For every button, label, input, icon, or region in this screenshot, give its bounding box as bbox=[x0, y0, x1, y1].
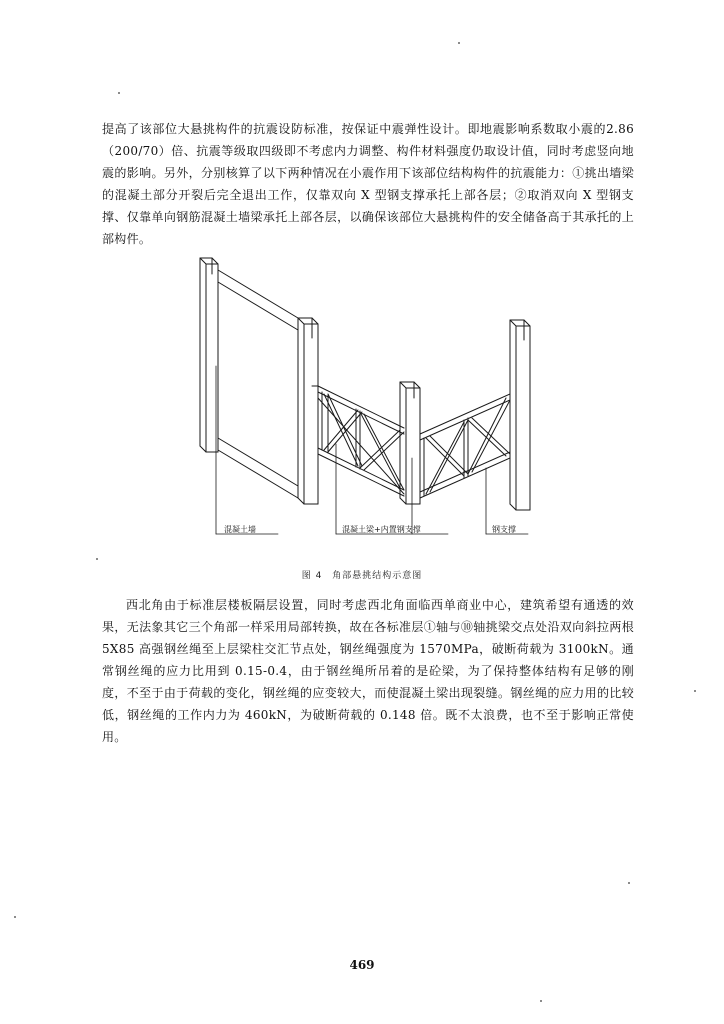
label-beam-with-brace: 混凝土梁+内置钢支撑 bbox=[342, 525, 421, 534]
cantilever-structure-drawing bbox=[180, 248, 550, 546]
steel-brace-drawing bbox=[420, 394, 510, 498]
corner-cantilever-figure bbox=[180, 248, 550, 546]
body-paragraph-1: 提高了该部位大悬挑构件的抗震设防标准，按保证中震弹性设计。即地震影响系数取小震的2.86（200/70）倍、抗震等级取四级即不考虑内力调整、构件材料强度仍取设计值，同时考虑竖向地震的影响。另外，分别核算了以下两种情况在小震作用下该部位结构构件的抗震能力：①挑出墙梁的混凝土部分开裂后完全退出工作，仅靠双向 X 型钢支撑承托上部各层；②取消双向 X 型钢支撑、仅靠单向钢筋混凝土墙梁承托上部各层，以确保该部位大悬挑构件的安全储备高于其承托的上部构件。 bbox=[102, 122, 634, 246]
leader-lines bbox=[216, 366, 528, 534]
scan-speck bbox=[628, 882, 630, 884]
concrete-wall-drawing bbox=[200, 258, 318, 504]
scan-speck bbox=[458, 42, 460, 44]
figure-caption: 图 4 角部悬挑结构示意图 bbox=[301, 571, 423, 581]
right-column-drawing bbox=[510, 320, 530, 510]
scan-speck bbox=[540, 1000, 542, 1002]
scan-speck bbox=[694, 690, 696, 692]
beam-with-brace-drawing bbox=[312, 386, 404, 496]
scan-speck bbox=[118, 92, 120, 94]
label-concrete-wall: 混凝土墙 bbox=[224, 525, 256, 534]
body-paragraph-2: 西北角由于标准层楼板隔层设置，同时考虑西北角面临西单商业中心，建筑希望有通透的效果，无法象其它三个角部一样采用局部转换，故在各标准层①轴与⑩轴挑梁交点处沿双向斜拉两根 5X85 高强钢丝绳至上层梁柱交汇节点处，钢丝绳强度为 1570MPa，破断荷载为 3100kN。通常钢丝绳的应力比用到 0.15-0.4，由于钢丝绳所吊着的是砼梁，为了保持整体结构有足够的刚度，不至于由于荷载的变化，钢丝绳的应变较大，而使混凝土梁出现裂缝。钢丝绳的应力用的比较低，钢丝绳的工作内力为 460kN，为破断荷载的 0.148 倍。既不太浪费，也不至于影响正常使用。 bbox=[102, 598, 634, 744]
label-steel-brace: 钢支撑 bbox=[492, 525, 516, 534]
scan-speck bbox=[96, 558, 98, 560]
page-number: 469 bbox=[349, 958, 375, 972]
center-column-drawing bbox=[400, 382, 420, 504]
scan-speck bbox=[14, 916, 16, 918]
